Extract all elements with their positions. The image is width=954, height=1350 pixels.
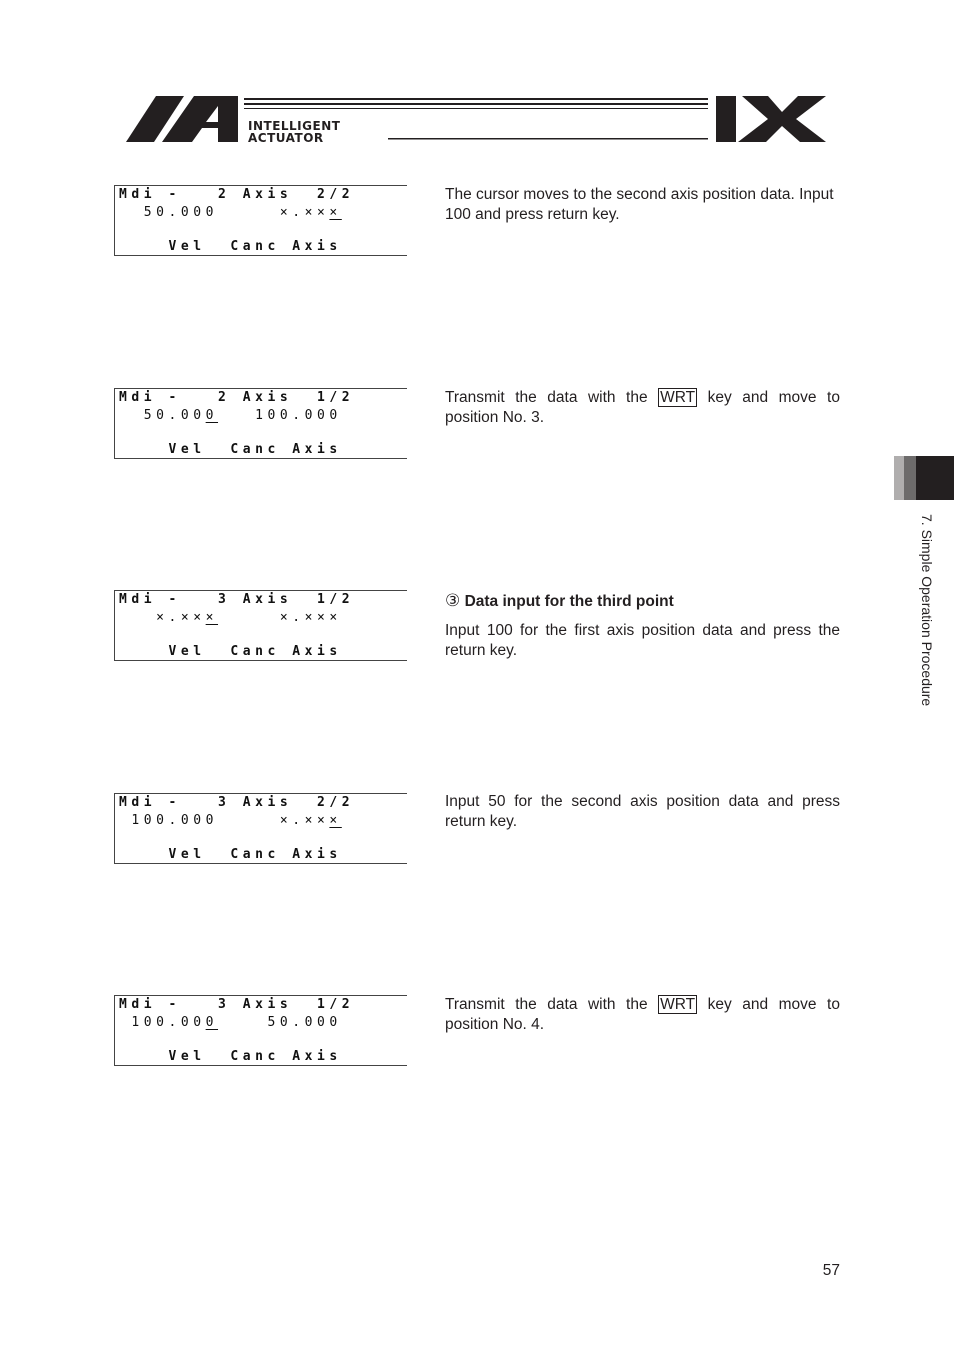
heading-number: ③: [445, 591, 461, 610]
lcd-row-softkeys: Vel Canc Axis: [119, 644, 342, 659]
header-logo: [126, 94, 828, 146]
lcd-screen-4: [114, 793, 407, 864]
step-text-3: Input 100 for the first axis position data and press the return key.: [445, 622, 840, 659]
heading-text: Data input for the third point: [464, 593, 674, 610]
lcd-row-title: Mdi - 3 Axis 2/2: [119, 795, 355, 810]
tab-block-dark: [916, 456, 954, 500]
lcd-cursor: ×: [329, 813, 342, 828]
lcd-row-title: Mdi - 2 Axis 1/2: [119, 390, 355, 405]
lcd-row-values: [119, 609, 342, 626]
lcd-row-values: [119, 1014, 342, 1031]
lcd-row-softkeys: Vel Canc Axis: [119, 442, 342, 457]
lcd-row-title: Mdi - 3 Axis 1/2: [119, 997, 355, 1012]
step-text-4: Input 50 for the second axis position data and press return key.: [445, 793, 840, 830]
lcd-row-softkeys: Vel Canc Axis: [119, 1049, 342, 1064]
wrt-key-label: WRT: [660, 389, 696, 406]
brand-line-2: ACTUATOR: [248, 131, 324, 145]
lcd-value: 50.000 ×.××: [119, 205, 330, 220]
step-text: key and move to position No. 3.: [445, 389, 840, 426]
lcd-row-title: Mdi - 3 Axis 1/2: [119, 592, 355, 607]
section-heading: [445, 591, 840, 611]
step-text: key and move to position No. 4.: [445, 996, 840, 1033]
lcd-cursor: ×: [329, 205, 342, 220]
lcd-row-values: [119, 204, 342, 221]
lcd-value: 50.00: [119, 408, 206, 423]
lcd-row-title: Mdi - 2 Axis 2/2: [119, 187, 355, 202]
lcd-cursor: 0: [205, 1015, 219, 1030]
lcd-row-softkeys: Vel Canc Axis: [119, 239, 342, 254]
tab-stripe-light: [894, 456, 904, 500]
lcd-value: 100.00: [119, 1015, 206, 1030]
page-number: 57: [822, 1262, 840, 1279]
lcd-value: ×.×××: [218, 610, 342, 625]
step-text-1: The cursor moves to the second axis position data. Input 100 and press return key.: [445, 186, 834, 223]
lcd-cursor: ×: [205, 610, 219, 625]
tab-stripe-mid: [904, 456, 916, 500]
chapter-label: 7. Simple Operation Procedure: [919, 514, 935, 707]
step-text-5: [445, 995, 840, 1034]
lcd-row-softkeys: Vel Canc Axis: [119, 847, 342, 862]
lcd-row-values: [119, 812, 342, 829]
lcd-value: ×.××: [119, 610, 206, 625]
lcd-value: 100.000 ×.××: [119, 813, 330, 828]
brand-line-1: INTELLIGENT: [248, 119, 341, 133]
ia-logo-mark: [126, 94, 828, 146]
lcd-screen-1: [114, 185, 407, 256]
step-text-2: [445, 388, 840, 427]
step-text: Transmit the data with the: [445, 996, 659, 1013]
lcd-value: 50.000: [218, 1015, 342, 1030]
lcd-value: 100.000: [218, 408, 342, 423]
chapter-tab: [894, 456, 954, 500]
wrt-key-label: WRT: [660, 996, 696, 1013]
lcd-screen-2: [114, 388, 407, 459]
lcd-cursor: 0: [205, 408, 219, 423]
lcd-screen-5: [114, 995, 407, 1066]
step-text: Transmit the data with the: [445, 389, 659, 406]
lcd-screen-3: [114, 590, 407, 661]
lcd-row-values: [119, 407, 342, 424]
